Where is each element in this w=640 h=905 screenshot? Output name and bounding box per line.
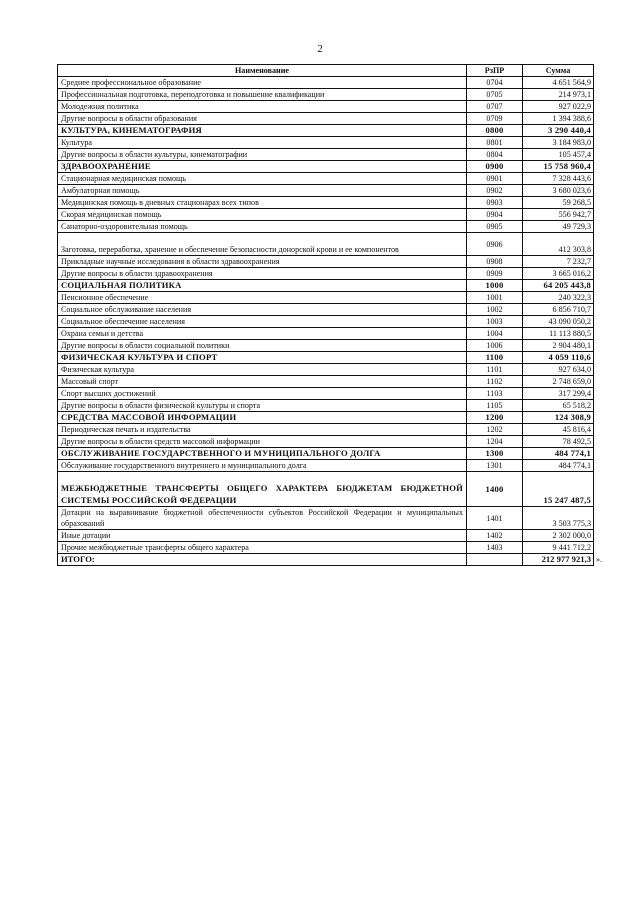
row-code-cell: 1401 (467, 507, 523, 530)
row-code-cell: 1000 (467, 280, 523, 292)
table-row (58, 304, 594, 316)
table-row (58, 316, 594, 328)
row-name-cell: Скорая медицинская помощь (58, 209, 467, 221)
header-name: Наименование (58, 65, 467, 77)
row-sum-cell: 9 441 712,2 (523, 542, 594, 554)
row-code-cell: 1101 (467, 364, 523, 376)
row-name-cell: Другие вопросы в области образования (58, 113, 467, 125)
table-row (58, 197, 594, 209)
row-sum-cell: 1 394 388,6 (523, 113, 594, 125)
row-code-cell: 1202 (467, 424, 523, 436)
row-name-cell: Амбулаторная помощь (58, 185, 467, 197)
row-name-cell: Среднее профессиональное образование (58, 77, 467, 89)
row-sum-cell: 124 308,9 (523, 412, 594, 424)
row-sum-cell: 4 651 564,9 (523, 77, 594, 89)
table-row (58, 101, 594, 113)
row-code-cell: 1402 (467, 530, 523, 542)
row-name-cell: Другие вопросы в области культуры, кинематографии (58, 149, 467, 161)
table-row (58, 436, 594, 448)
row-code-cell: 0901 (467, 173, 523, 185)
row-sum-cell: 43 090 050,2 (523, 316, 594, 328)
table-row (58, 507, 594, 530)
row-code-cell: 0709 (467, 113, 523, 125)
table-body (58, 77, 594, 566)
row-sum-cell: 2 302 000,0 (523, 530, 594, 542)
row-name-cell: Охрана семьи и детства (58, 328, 467, 340)
row-name-cell: СОЦИАЛЬНАЯ ПОЛИТИКА (58, 280, 467, 292)
row-sum-cell: 78 492,5 (523, 436, 594, 448)
row-sum-cell: 59 268,5 (523, 197, 594, 209)
total-code-cell (467, 554, 523, 566)
row-name-cell: Медицинская помощь в дневных стационарах всех типов (58, 197, 467, 209)
row-code-cell: 1301 (467, 460, 523, 472)
row-sum-cell: 2 748 659,0 (523, 376, 594, 388)
row-name-cell: Спорт высших достижений (58, 388, 467, 400)
table-row (58, 221, 594, 233)
row-sum-cell: 240 322,3 (523, 292, 594, 304)
table-row (58, 340, 594, 352)
row-name-cell: Другие вопросы в области средств массовой информации (58, 436, 467, 448)
row-code-cell: 0903 (467, 197, 523, 209)
row-sum-cell: 2 904 480,1 (523, 340, 594, 352)
row-code-cell: 0900 (467, 161, 523, 173)
table-row (58, 292, 594, 304)
row-sum-cell: 927 634,0 (523, 364, 594, 376)
table-row (58, 185, 594, 197)
total-sum: 212 977 921,3 (523, 554, 594, 566)
page-number: 2 (317, 43, 323, 55)
row-sum-cell: 3 665 016,2 (523, 268, 594, 280)
table-row (58, 542, 594, 554)
row-sum-cell: 3 184 983,0 (523, 137, 594, 149)
row-code-cell: 0804 (467, 149, 523, 161)
row-name-cell: Санаторно-оздоровительная помощь (58, 221, 467, 233)
row-code-cell: 1100 (467, 352, 523, 364)
row-sum-cell: 484 774,1 (523, 460, 594, 472)
table-header-row (58, 65, 594, 77)
row-code-cell: 1001 (467, 292, 523, 304)
row-name-cell: Периодическая печать и издательства (58, 424, 467, 436)
row-sum-cell: 49 729,3 (523, 221, 594, 233)
budget-table (57, 64, 594, 566)
row-name-cell: Другие вопросы в области физической культуры и спорта (58, 400, 467, 412)
table-row (58, 268, 594, 280)
row-sum-cell: 3 680 023,6 (523, 185, 594, 197)
row-code-cell: 1105 (467, 400, 523, 412)
row-sum-cell: 15 247 487,5 (523, 472, 594, 507)
row-sum-cell: 7 328 443,6 (523, 173, 594, 185)
row-name-cell: Физическая культура (58, 364, 467, 376)
table-row (58, 209, 594, 221)
row-code-cell: 1003 (467, 316, 523, 328)
section-row (58, 280, 594, 292)
row-name-cell: ОБСЛУЖИВАНИЕ ГОСУДАРСТВЕННОГО И МУНИЦИПАЛЬНОГО ДОЛГА (58, 448, 467, 460)
row-name-cell: Массовый спорт (58, 376, 467, 388)
row-sum-cell: 556 942,7 (523, 209, 594, 221)
row-sum-cell: 7 232,7 (523, 256, 594, 268)
row-sum-cell: 927 022,9 (523, 101, 594, 113)
row-code-cell: 1200 (467, 412, 523, 424)
header-code: РзПР (467, 65, 523, 77)
row-code-cell: 1004 (467, 328, 523, 340)
row-code-cell: 0904 (467, 209, 523, 221)
table-row (58, 364, 594, 376)
row-sum-cell: 65 518,2 (523, 400, 594, 412)
row-code-cell: 0906 (467, 233, 523, 256)
row-sum-cell: 484 774,1 (523, 448, 594, 460)
row-sum-cell: 15 758 960,4 (523, 161, 594, 173)
section-row (58, 412, 594, 424)
row-name-cell: ЗДРАВООХРАНЕНИЕ (58, 161, 467, 173)
row-sum-cell: 4 059 110,6 (523, 352, 594, 364)
row-code-cell: 1300 (467, 448, 523, 460)
table-row (58, 173, 594, 185)
table-row (58, 256, 594, 268)
row-name-cell: Молодежная политика (58, 101, 467, 113)
row-code-cell: 0902 (467, 185, 523, 197)
row-sum-cell: 214 973,1 (523, 89, 594, 101)
table-row (58, 400, 594, 412)
row-code-cell: 0704 (467, 77, 523, 89)
row-sum-cell: 105 457,4 (523, 149, 594, 161)
section-row (58, 472, 594, 507)
section-row (58, 161, 594, 173)
table-row (58, 89, 594, 101)
table-row (58, 376, 594, 388)
table-row (58, 113, 594, 125)
table-row (58, 328, 594, 340)
row-sum-cell: 3 290 440,4 (523, 125, 594, 137)
row-name-cell: Социальное обеспечение населения (58, 316, 467, 328)
row-name-cell: Профессиональная подготовка, переподготовка и повышение квалификации (58, 89, 467, 101)
row-code-cell: 0705 (467, 89, 523, 101)
section-row (58, 352, 594, 364)
table-row (58, 149, 594, 161)
row-code-cell: 1400 (467, 472, 523, 507)
row-name-cell: Прочие межбюджетные трансферты общего характера (58, 542, 467, 554)
row-name-cell: СРЕДСТВА МАССОВОЙ ИНФОРМАЦИИ (58, 412, 467, 424)
row-sum-cell: 317 299,4 (523, 388, 594, 400)
table-row (58, 530, 594, 542)
row-code-cell: 1103 (467, 388, 523, 400)
row-name-cell: Другие вопросы в области социальной политики (58, 340, 467, 352)
total-row (58, 554, 594, 566)
row-sum-cell: 3 503 775,3 (523, 507, 594, 530)
row-code-cell: 0905 (467, 221, 523, 233)
row-sum-cell: 45 816,4 (523, 424, 594, 436)
row-code-cell: 1002 (467, 304, 523, 316)
row-name-cell: МЕЖБЮДЖЕТНЫЕ ТРАНСФЕРТЫ ОБЩЕГО ХАРАКТЕРА БЮДЖЕТАМ БЮДЖЕТНОЙ СИСТЕМЫ РОССИЙСКОЙ ФЕДЕРАЦИИ (58, 472, 467, 507)
row-name-cell: Дотации на выравнивание бюджетной обеспеченности субъектов Российской Федерации и муниципальных образований (58, 507, 467, 530)
closing-quote-mark: ». (596, 554, 603, 564)
row-sum-cell: 6 856 710,7 (523, 304, 594, 316)
total-label: ИТОГО: (58, 554, 467, 566)
row-sum-cell: 64 205 443,8 (523, 280, 594, 292)
row-code-cell: 0801 (467, 137, 523, 149)
row-code-cell: 1006 (467, 340, 523, 352)
row-code-cell: 0800 (467, 125, 523, 137)
row-code-cell: 0909 (467, 268, 523, 280)
table-row (58, 233, 594, 256)
row-name-cell: Иные дотации (58, 530, 467, 542)
row-code-cell: 1204 (467, 436, 523, 448)
row-code-cell: 0707 (467, 101, 523, 113)
row-name-cell: КУЛЬТУРА, КИНЕМАТОГРАФИЯ (58, 125, 467, 137)
section-row (58, 448, 594, 460)
row-name-cell: Прикладные научные исследования в области здравоохранения (58, 256, 467, 268)
row-name-cell: Культура (58, 137, 467, 149)
row-name-cell: Стационарная медицинская помощь (58, 173, 467, 185)
row-sum-cell: 412 303,8 (523, 233, 594, 256)
table-row (58, 460, 594, 472)
table-row (58, 424, 594, 436)
row-name-cell: Другие вопросы в области здравоохранения (58, 268, 467, 280)
table-row (58, 388, 594, 400)
row-name-cell: Заготовка, переработка, хранение и обеспечение безопасности донорской крови и ее компонентов (58, 233, 467, 256)
row-code-cell: 1403 (467, 542, 523, 554)
row-code-cell: 0908 (467, 256, 523, 268)
header-sum: Сумма (523, 65, 594, 77)
row-sum-cell: 11 113 880,5 (523, 328, 594, 340)
row-code-cell: 1102 (467, 376, 523, 388)
section-row (58, 125, 594, 137)
row-name-cell: ФИЗИЧЕСКАЯ КУЛЬТУРА И СПОРТ (58, 352, 467, 364)
table-row (58, 137, 594, 149)
row-name-cell: Обслуживание государственного внутреннего и муниципального долга (58, 460, 467, 472)
row-name-cell: Пенсионное обеспечение (58, 292, 467, 304)
table-row (58, 77, 594, 89)
row-name-cell: Социальное обслуживание населения (58, 304, 467, 316)
